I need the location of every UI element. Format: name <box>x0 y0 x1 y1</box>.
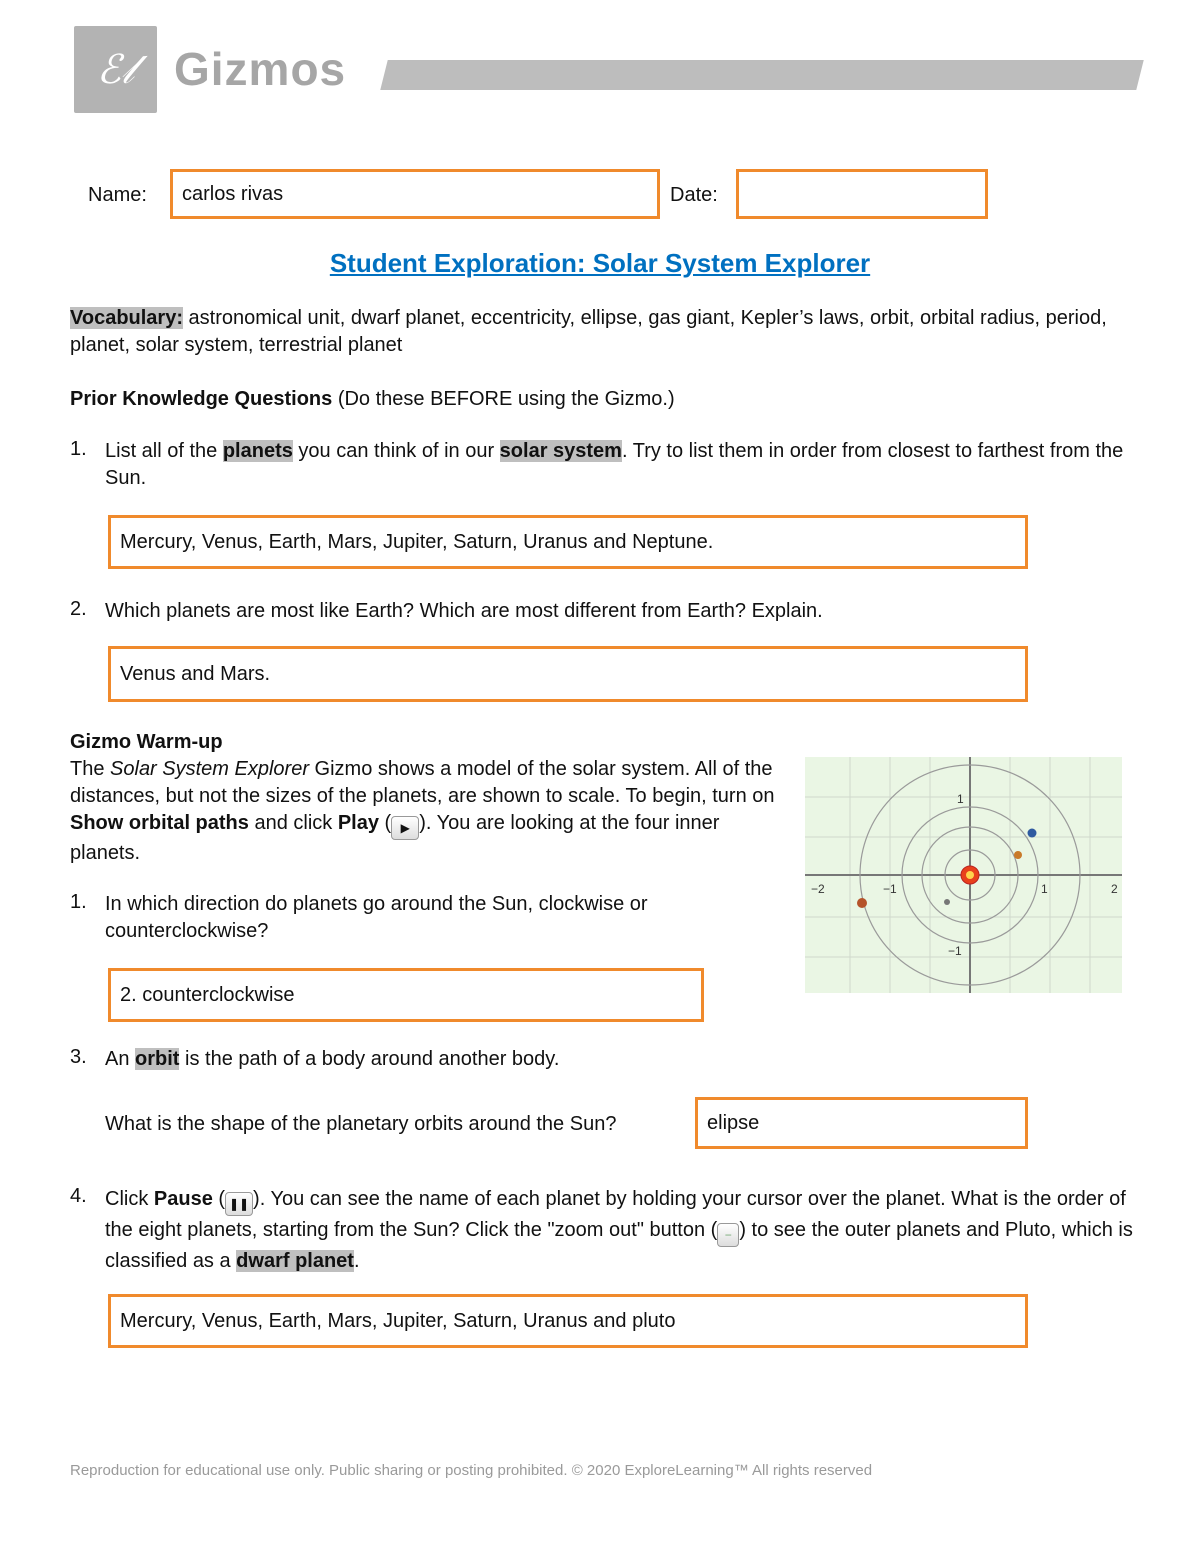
prior-heading-note: (Do these BEFORE using the Gizmo.) <box>332 388 675 410</box>
intro-5: ). You are looking at the four inner planets. <box>70 812 720 864</box>
name-label: Name: <box>88 184 147 206</box>
header-bar <box>380 60 1143 90</box>
planet-mars[interactable] <box>857 898 867 908</box>
warmup-q4-number: 4. <box>70 1185 87 1207</box>
logo-mark: ℰ𝓁 <box>96 46 135 93</box>
tick-x-neg1: −1 <box>883 882 897 896</box>
q1-post: . Try to list them in order from closest to farthest from the Sun. <box>105 440 1124 489</box>
date-label: Date: <box>670 184 718 206</box>
intro-3: and click <box>248 812 338 834</box>
orbit-diagram <box>805 757 1122 993</box>
orbit-diagram-svg <box>805 757 1122 993</box>
tick-x-1: 1 <box>1041 882 1048 896</box>
prior-knowledge-heading <box>70 386 675 413</box>
gizmos-logo <box>74 26 157 113</box>
q4-pause: Pause <box>153 1188 213 1210</box>
warmup-q3-text <box>105 1046 559 1073</box>
intro-show-orbital-paths: Show orbital paths <box>70 812 249 834</box>
sun-core <box>966 871 974 879</box>
name-value: carlos rivas <box>182 182 284 205</box>
q3-pre: An <box>105 1048 136 1070</box>
q2-answer-field[interactable] <box>108 646 1028 702</box>
warmup-q3-answer-field[interactable] <box>695 1097 1028 1149</box>
q2-number: 2. <box>70 598 87 620</box>
warmup-q1-text: In which direction do planets go around the Sun, clockwise or counterclockwise? <box>105 893 648 942</box>
planet-earth[interactable] <box>1028 829 1037 838</box>
pause-icon: ❚❚ <box>225 1192 253 1216</box>
vocabulary <box>70 305 1130 359</box>
warmup-q1-answer: 2. counterclockwise <box>120 983 295 1006</box>
intro-italic: Solar System Explorer <box>110 758 309 780</box>
q4-p2: ( <box>212 1188 226 1210</box>
footer-copyright: Reproduction for educational use only. Public sharing or posting prohibited. © 2020 ExploreLearning™ All rights reserved <box>70 1462 873 1479</box>
q2-text: Which planets are most like Earth? Which are most different from Earth? Explain. <box>105 600 823 622</box>
q4-p3: ). You can see the name of each planet by holding your cursor over the planet. What is the order of the eight planets, starting from the Sun? Click the "zoom out" button ( <box>105 1188 1126 1241</box>
intro-1: The <box>70 758 111 780</box>
tick-x-2: 2 <box>1111 882 1118 896</box>
prior-heading-bold: Prior Knowledge Questions <box>70 388 333 410</box>
q4-pre: Click <box>105 1188 154 1210</box>
q1-highlight-solar-system: solar system <box>499 440 622 462</box>
warmup-q3-subquestion: What is the shape of the planetary orbits around the Sun? <box>105 1113 617 1135</box>
warmup-q4-text <box>105 1185 1140 1276</box>
q1-number: 1. <box>70 438 87 460</box>
q1-mid: you can think of in our <box>292 440 500 462</box>
q3-highlight-orbit: orbit <box>135 1048 180 1070</box>
warmup-q1-number: 1. <box>70 891 87 913</box>
tick-x-neg2: −2 <box>811 882 825 896</box>
warmup-q1-answer-field[interactable] <box>108 968 704 1022</box>
q4-post: . <box>353 1250 360 1272</box>
vocabulary-text: astronomical unit, dwarf planet, eccentricity, ellipse, gas giant, Kepler’s laws, orbit, orbital radius, period, planet, solar system, terrestrial planet <box>70 307 1107 356</box>
page-title: Student Exploration: Solar System Explorer <box>329 248 871 278</box>
q1-answer: Mercury, Venus, Earth, Mars, Jupiter, Saturn, Uranus and Neptune. <box>120 530 714 553</box>
q1-highlight-planets: planets <box>222 440 293 462</box>
vocabulary-label: Vocabulary: <box>70 307 183 329</box>
q3-post: is the path of a body around another body. <box>179 1048 560 1070</box>
name-field[interactable] <box>170 169 660 219</box>
q4-highlight-dwarf-planet: dwarf planet <box>236 1250 354 1272</box>
warmup-q4-answer-field[interactable] <box>108 1294 1028 1348</box>
zoom-out-icon: − <box>717 1223 739 1247</box>
date-field[interactable] <box>736 169 988 219</box>
planet-venus[interactable] <box>1014 851 1022 859</box>
planet-mercury[interactable] <box>944 899 950 905</box>
q1-text <box>105 438 1135 492</box>
warmup-q4-answer: Mercury, Venus, Earth, Mars, Jupiter, Saturn, Uranus and pluto <box>120 1309 676 1332</box>
warmup-heading: Gizmo Warm-up <box>70 731 223 753</box>
intro-play: Play <box>337 812 379 834</box>
brand-name: Gizmos <box>174 43 347 95</box>
tick-y-neg1: −1 <box>948 944 962 958</box>
intro-4: ( <box>379 812 392 834</box>
tick-y-1: 1 <box>957 792 964 806</box>
play-icon: ▶ <box>391 816 419 840</box>
q4-p4: ) to see the outer planets and Pluto, which is classified as a <box>105 1219 1133 1272</box>
intro-2: Gizmo shows a model of the solar system. All of the distances, but not the sizes of the planets, are shown to scale. To begin, turn on <box>70 758 775 807</box>
warmup-q3-number: 3. <box>70 1046 87 1068</box>
warmup-intro <box>70 756 785 867</box>
warmup-q3-answer: elipse <box>707 1111 760 1134</box>
q1-answer-field[interactable] <box>108 515 1028 569</box>
q2-answer: Venus and Mars. <box>120 662 271 685</box>
q1-pre: List all of the <box>105 440 223 462</box>
